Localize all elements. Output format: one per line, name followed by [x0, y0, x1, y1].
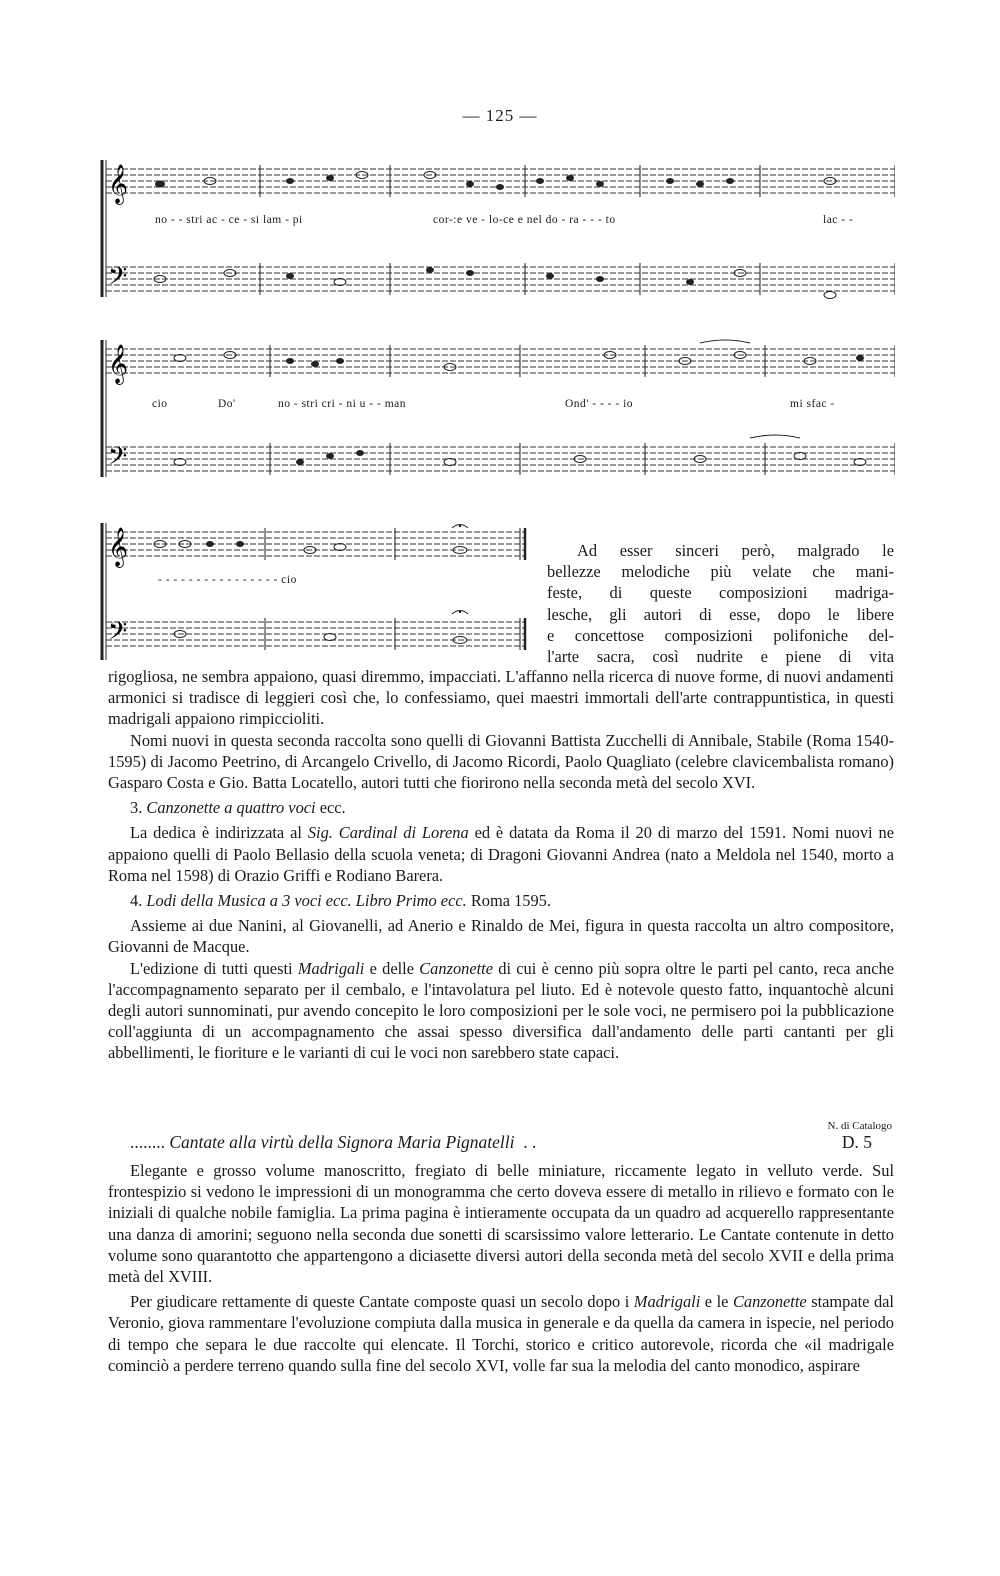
svg-text:𝄞: 𝄞 [108, 344, 129, 384]
catalog-entry [130, 1132, 894, 1153]
lyric-2d: Ond' - - - - io [565, 398, 634, 410]
main-text-lower [108, 1160, 894, 1376]
entry-dots: ........ [130, 1132, 165, 1152]
paragraph-dedica: La dedica è indirizzata al Sig. Cardinal di Lorena ed è datata da Roma il 20 di marzo del 1591. Nomi nuovi ne appaiono quelli di Paolo Bellasio della scuola veneta; di Dragoni Giovanni Andrea (nato a Meldola nel 1540, morto a Roma nel 1598) di Orazio Griffi e Rodiano Barera. [108, 823, 894, 885]
lyric-1a: no - - stri ac - ce - si lam - pi [155, 214, 303, 226]
side-line: bellezze melodiche più velate che mani- [547, 562, 894, 582]
paragraph-assieme: Assieme ai due Nanini, al Giovanelli, ad Anerio e Rinaldo de Mei, figura in questa raccolta un altro compositore, Giovanni de Macque. [108, 916, 894, 957]
entry-dots-2: . . [523, 1132, 537, 1152]
main-text-upper [108, 666, 894, 1064]
side-line: Ad esser sinceri però, malgrado le [577, 541, 894, 560]
paragraph-continuation: rigogliosa, ne sembra appaiono, quasi diremmo, impacciati. L'affanno nella ricerca di nuove forme, di nuovi andamenti armonici si tradisce di leggieri così che, lo confessiamo, quei maestri immortali dell'arte contrappuntistica, in questi madrigali appaiono rimpiccioliti. [108, 667, 894, 729]
entry-title: Cantate alla virtù della Signora Maria Pignatelli [169, 1132, 515, 1152]
svg-text:𝄢: 𝄢 [108, 617, 128, 652]
music-system-3 [100, 518, 530, 663]
lyric-1c: lac - - [823, 214, 854, 226]
side-line: lesche, gli autori di esse, dopo le libere [547, 604, 894, 624]
score-system-1 [100, 155, 895, 300]
catalog-code: D. 5 [841, 1132, 872, 1152]
side-line: feste, di queste composizioni madriga- [547, 583, 894, 603]
svg-text:𝄢: 𝄢 [108, 442, 128, 477]
paragraph-giudicare: Per giudicare rettamente di queste Cantate composte quasi un secolo dopo i Madrigali e le Canzonette stampate dal Veronio, giova rammentare l'evoluzione compiuta dalla musica in generale e da quella da camera in ispecie, nel periodo di tempo che separa le due raccolte qui elencate. Il Torchi, storico e critico autorevole, ricorda che «il madrigale cominciò a perdere terreno quando sulla fine del secolo XVI, volle far sua la melodia del canto monodico, aspirare [108, 1292, 894, 1375]
lyric-1b: cor-:e ve - lo-ce e nel do - ra - - - to [433, 214, 616, 226]
catalog-label: N. di Catalogo [827, 1120, 892, 1132]
svg-text:𝄞: 𝄞 [108, 527, 129, 567]
svg-text:𝄢: 𝄢 [108, 262, 128, 297]
lyric-2a: cio [152, 398, 168, 410]
lyric-3a: - - - - - - - - - - - - - - - - cio [158, 574, 297, 586]
music-system-1 [100, 155, 895, 300]
side-paragraph [547, 540, 894, 667]
paragraph-edizione: L'edizione di tutti questi Madrigali e delle Canzonette di cui è cenno più sopra oltre le parti pel canto, reca anche l'accompagnamento separato per il cembalo, e l'intavolatura pel liuto. Ed è notevole questo fatto, inquantochè alcuni degli autori sunnominati, pur avendo concepito le loro composizioni per le sole voci, ne permisero poi la pubblicazione coll'aggiunta di un accompagnamento che assai spesso diversifica dall'andamento delle parti cantanti per gli abbellimenti, le fioriture e le varianti di cui le voci non sarebbero state capaci. [108, 958, 894, 1063]
lyric-2c: no - stri cri - ni u - - man [278, 398, 407, 410]
side-line: l'arte sacra, così nudrite e piene di vita [547, 647, 894, 667]
score-system-3 [100, 518, 530, 663]
paragraph-elegante: Elegante e grosso volume manoscritto, fregiato di belle miniature, riccamente legato in velluto verde. Sul frontespizio si vedono le impressioni di un monogramma che certo doveva essere di metallo in rilievo e formato con le iniziali di qualche nobile famiglia. La prima pagina è intieramente occupata da un quadro ad acquerello rappresentante una danza di amorini; seguono nella seconda due sonetti di scarsissimo valore letterario. Le Cantate contenute in detto volume sono quarantotto che appartengono a diciasette diversi autori della seconda metà del secolo XVII e della prima metà del XVIII. [108, 1161, 894, 1287]
paragraph-names: Nomi nuovi in questa seconda raccolta sono quelli di Giovanni Battista Zucchelli di Annibale, Stabile (Roma 1540-1595) di Jacomo Peetrino, di Arcangelo Crivello, di Jacomo Ricordi, Paolo Quagliato (celebre clavicembalista romano) Gasparo Costa e Gio. Batta Locatello, autori tutti che fiorirono nella seconda metà del secolo XVI. [108, 730, 894, 793]
lyric-2b: Do' [218, 398, 236, 410]
heading-canzonette: 3. Canzonette a quattro voci ecc. [130, 798, 346, 818]
page-number: — 125 — [462, 106, 538, 125]
lyric-2e: mi sfac - [790, 398, 835, 410]
side-line: e concettose composizioni polifoniche del- [547, 625, 894, 645]
svg-text:𝄞: 𝄞 [108, 164, 129, 204]
heading-lodi: 4. Lodi della Musica a 3 voci ecc. Libro Primo ecc. Roma 1595. [130, 891, 551, 911]
